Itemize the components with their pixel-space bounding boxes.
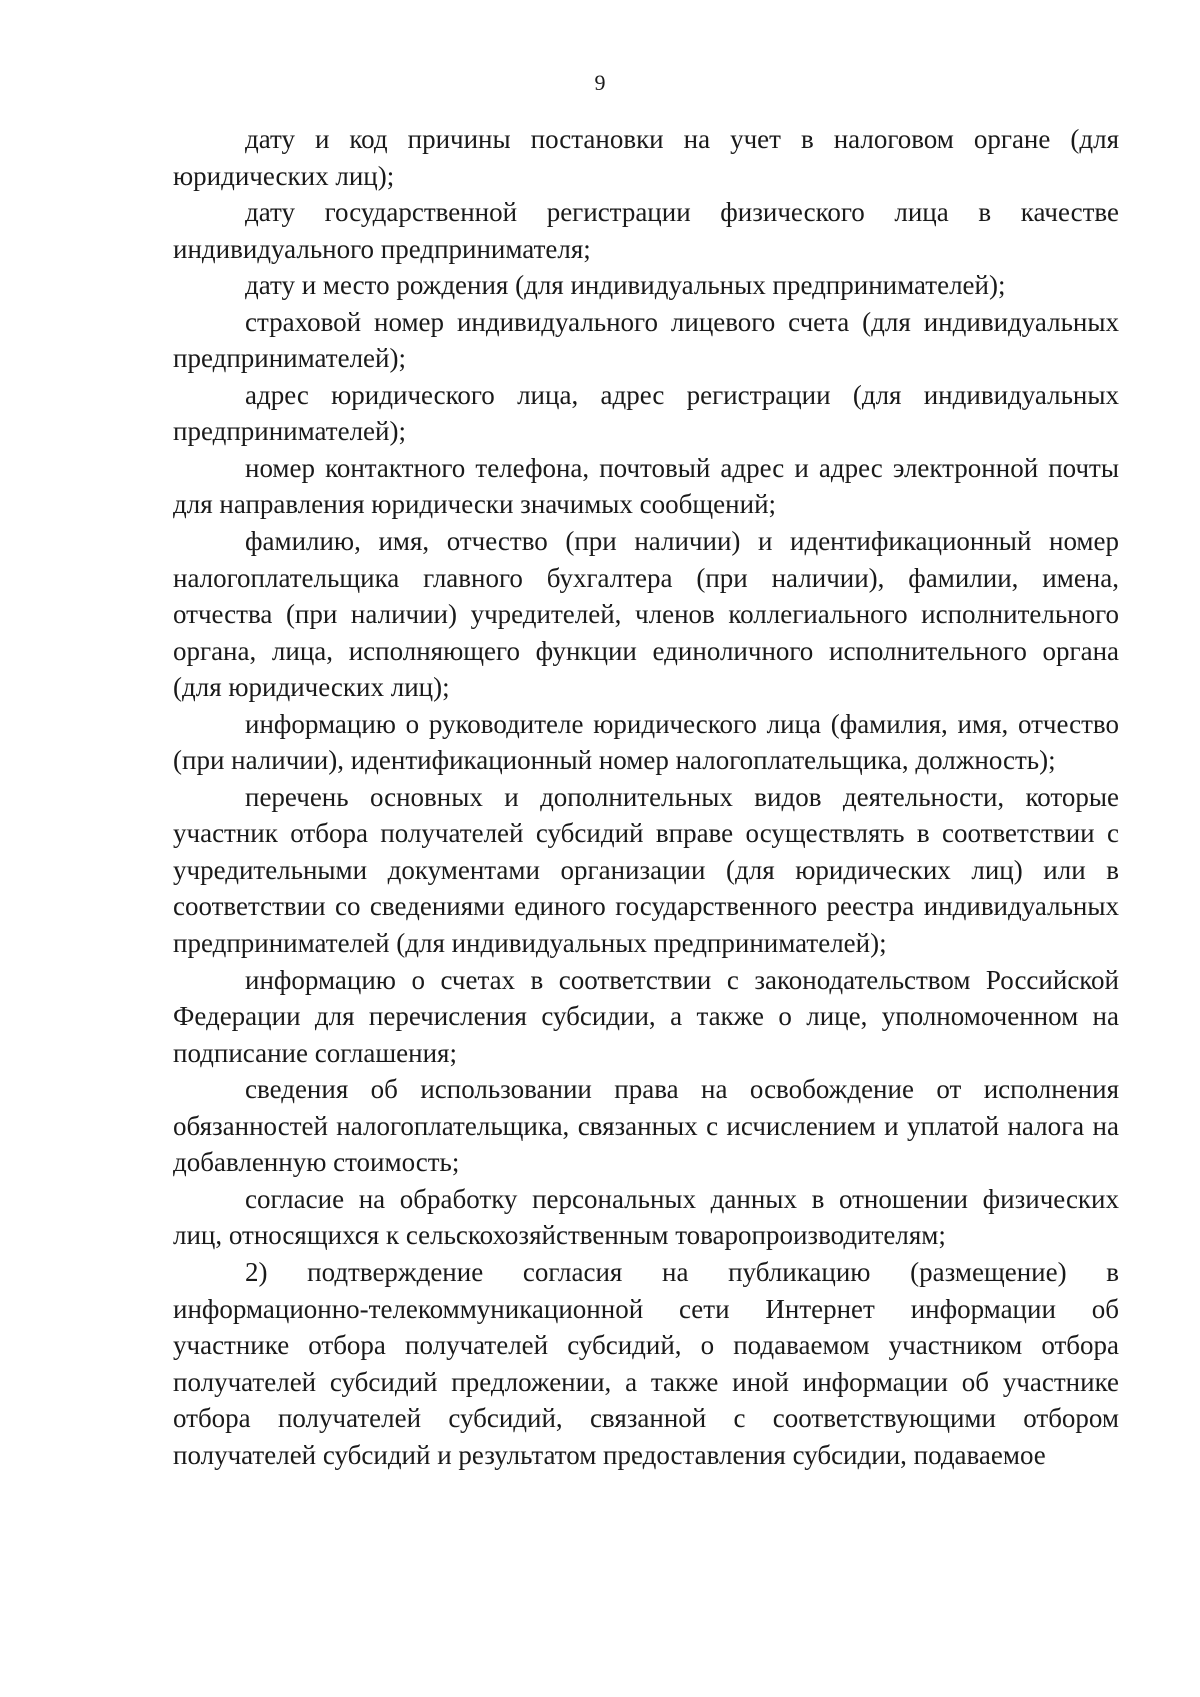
paragraph-vat-exemption: сведения об использовании права на освобождение от исполнения обязанностей налогоплательщика, связанных с исчислением и уплатой налога на добавленную стоимость; <box>173 1074 1119 1178</box>
paragraph-state-registration-date: дату государственной регистрации физического лица в качестве индивидуального предпринимателя; <box>173 197 1119 264</box>
document-body <box>173 121 1119 1473</box>
paragraph-head-info: информацию о руководителе юридического лица (фамилия, имя, отчество (при наличии), идентификационный номер налогоплательщика, должность); <box>173 708 1119 776</box>
paragraph-contact-info: номер контактного телефона, почтовый адрес и адрес электронной почты для направления юридически значимых сообщений; <box>173 452 1119 520</box>
paragraph-publication-consent: 2) подтверждение согласия на публикацию (размещение) в информационно-телекоммуникационной сети Интернет информации об участнике отбора получателей субсидий, о подаваемом участником отбора получателей субсидий предложении, а также иной информации об участнике отбора получателей субсидий, связанной с соответствующими отбором получателей субсидий и результатом предоставления субсидии, подаваемое <box>173 1256 1119 1470</box>
paragraph-birth-date-place: дату и место рождения (для индивидуальных предпринимателей); <box>245 270 1006 301</box>
paragraph-personal-data-consent: согласие на обработку персональных данных в отношении физических лиц, относящихся к сельскохозяйственным товаропроизводителям; <box>173 1183 1119 1251</box>
paragraph-accountant-founders: фамилию, имя, отчество (при наличии) и идентификационный номер налогоплательщика главного бухгалтера (при наличии), фамилии, имена, отчества (при наличии) учредителей, членов коллегиального исполнительного органа, лица, исполняющего функции единоличного исполнительного органа (для юридических лиц); <box>173 526 1119 703</box>
paragraph-activity-types: перечень основных и дополнительных видов деятельности, которые участник отбора получателей субсидий вправе осуществлять в соответствии с учредительными документами организации (для юридических лиц) или в соответствии со сведениями единого государственного реестра индивидуальных предпринимателей (для индивидуальных предпринимателей); <box>173 781 1119 959</box>
paragraph-tax-registration-date: дату и код причины постановки на учет в налоговом органе (для юридических лиц); <box>173 124 1119 191</box>
paragraph-insurance-number: страховой номер индивидуального лицевого счета (для индивидуальных предпринимателей); <box>173 306 1119 374</box>
paragraph-legal-address: адрес юридического лица, адрес регистрации (для индивидуальных предпринимателей); <box>173 379 1119 447</box>
page-number: 9 <box>594 70 606 95</box>
paragraph-bank-accounts: информацию о счетах в соответствии с законодательством Российской Федерации для перечисления субсидии, а также о лице, уполномоченном на подписание соглашения; <box>173 964 1119 1068</box>
